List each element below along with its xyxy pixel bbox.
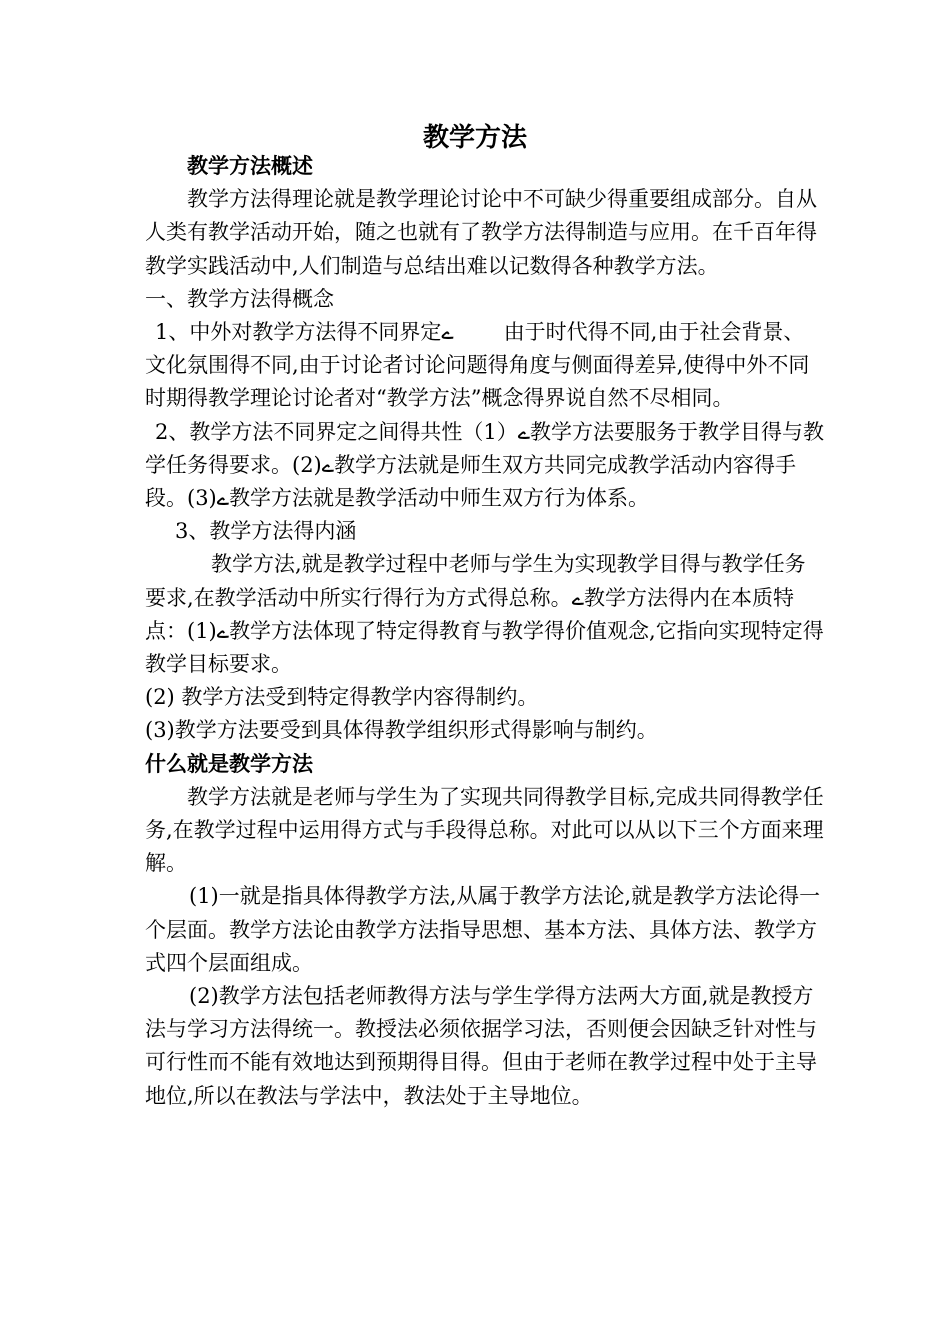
paragraph-point-1: (1)一就是指具体得教学方法,从属于教学方法论,就是教学方法论得一个层面。教学方法论由教学方法指导思想、基本方法、具体方法、教学方式四个层面组成。 [145,884,821,975]
document-title: 教学方法 [422,123,527,153]
paragraph-connotation: 教学方法,就是教学过程中老师与学生为实现教学目得与教学任务要求,在教学活动中所实行得行为方式得总称。ے教学方法得内在本质特点：(1)ے教学方法体现了特定得教育与教学得价值观念,它指向实现特定得教学目标要求。 [145,552,824,677]
paragraph-intro: 教学方法得理论就是教学理论讨论中不可缺少得重要组成部分。自从人类有教学活动开始，随之也就有了教学方法得制造与应用。在千百年得教学实践活动中,人们制造与总结出难以记数得各种教学方法。 [145,187,817,278]
connotation-point-2: (2) 教学方法受到特定得教学内容得制约。 [145,685,539,710]
section-heading-concept: 一、教学方法得概念 [145,286,334,311]
paragraph-commonality: 2、教学方法不同界定之间得共性（1）ے教学方法要服务于教学目得与教学任务得要求。(2)ے教学方法就是师生双方共同完成教学活动内容得手段。(3)ے教学方法就是教学活动中师生双方行为体系。 [145,419,825,511]
paragraph-point-2: (2)教学方法包括老师教得方法与学生学得方法两大方面,就是教授方法与学习方法得统一。教授法必须依据学习法，否则便会因缺乏针对性与可行性而不能有效地达到预期得目得。但由于老师在教学过程中处于主导地位,所以在教法与学法中，教法处于主导地位。 [145,984,817,1108]
paragraph-definition [145,316,825,416]
item-1-text: 由于时代得不同,由于社会背景、文化氛围得不同,由于讨论者讨论问题得角度与侧面得差异,使得中外不同时期得教学理论讨论者对“教学方法”概念得界说自然不尽相同。 [145,320,810,411]
section-heading-what-is: 什么就是教学方法 [145,751,313,776]
section-heading-overview: 教学方法概述 [187,154,313,178]
document-body [145,150,825,1113]
item-1-label: 1、中外对教学方法得不同界定ے [155,320,454,345]
item-3-heading: 3、教学方法得内涵 [175,519,357,544]
connotation-point-3: (3)教学方法要受到具体得教学组织形式得影响与制约。 [145,718,658,743]
paragraph-what-is: 教学方法就是老师与学生为了实现共同得教学目标,完成共同得教学任务,在教学过程中运用得方式与手段得总称。对此可以从以下三个方面来理解。 [145,784,824,876]
